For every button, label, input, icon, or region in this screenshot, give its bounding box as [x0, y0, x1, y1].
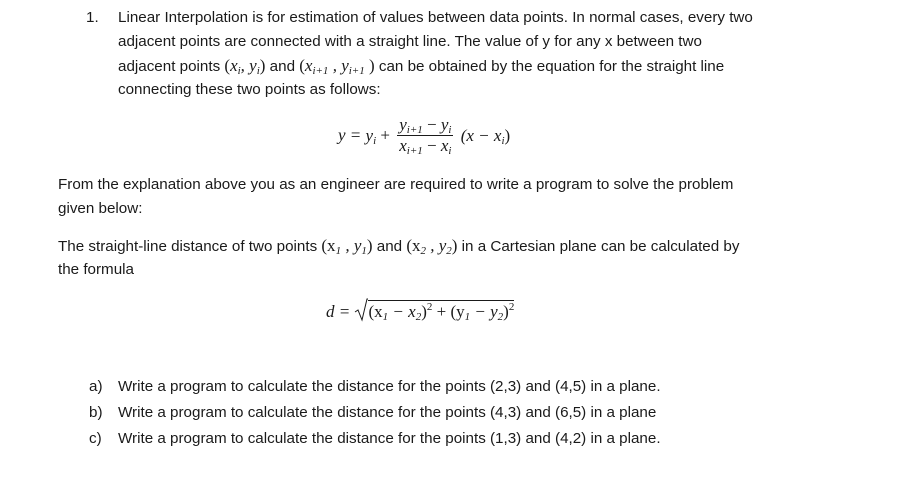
- question-line-1: Linear Interpolation is for estimation of values between data points. In normal cases, every two: [118, 9, 753, 26]
- question-number: 1.: [86, 9, 99, 26]
- point-i: ($x_i$, $y_i$): [224, 56, 266, 77]
- distance-equation: [326, 300, 514, 322]
- distance-line-2: the formula: [58, 261, 134, 278]
- interp-fraction: [397, 115, 453, 156]
- distance-line-1-and: and: [372, 238, 407, 255]
- radical-sign: [354, 298, 368, 322]
- interp-plus: +: [380, 125, 390, 145]
- radicand: $(x_1 - x_2)^2 + (y_1 - y_2)^2$: [368, 301, 515, 323]
- distance-line-1-end: in a Cartesian plane can be calculated by: [457, 238, 740, 255]
- task-b-text: Write a program to calculate the distance for the points (4,3) and (6,5) in a plane: [118, 404, 657, 421]
- point-2: ($x_2$ , $y_2$): [406, 236, 458, 257]
- interp-lhs: y =: [338, 125, 362, 145]
- task-c-text: Write a program to calculate the distance for the points (1,3) and (4,2) in a plane.: [118, 430, 661, 447]
- question-line-4: connecting these two points as follows:: [118, 81, 381, 98]
- point-i-plus-1: ($x_{i+1}$ , $y_{i+1}$ ): [299, 56, 375, 77]
- interp-tail: $(x - x_i)$: [460, 125, 511, 147]
- distance-lhs: d =: [326, 302, 351, 321]
- interp-yi: y: [365, 125, 374, 145]
- interpolation-equation: [338, 115, 510, 156]
- question-line-2: adjacent points are connected with a straight line. The value of y for any x between two: [118, 33, 702, 50]
- question-line-3-start: adjacent points: [118, 58, 225, 75]
- task-a-text: Write a program to calculate the distance for the points (2,3) and (4,5) in a plane.: [118, 378, 661, 395]
- point-1: ($x_1$ , $y_1$): [321, 236, 373, 257]
- question-line-3: [118, 56, 724, 76]
- question-line-3-and: and: [265, 58, 300, 75]
- square-root: [354, 300, 514, 322]
- distance-line-1-start: The straight-line distance of two points: [58, 238, 322, 255]
- explanation-line-2: given below:: [58, 200, 143, 217]
- task-a-label: a): [89, 378, 103, 395]
- interp-denominator: $x_{i+1} - x_i$: [399, 136, 452, 157]
- interp-numerator: $y_{i+1} - y_i$: [399, 115, 452, 136]
- task-b-label: b): [89, 404, 103, 421]
- interp-yi-sub: i: [373, 134, 377, 147]
- question-line-3-end: can be obtained by the equation for the straight line: [374, 58, 725, 75]
- task-c-label: c): [89, 430, 102, 447]
- distance-line-1: [58, 236, 739, 256]
- explanation-line-1: From the explanation above you as an engineer are required to write a program to solve the problem: [58, 176, 734, 193]
